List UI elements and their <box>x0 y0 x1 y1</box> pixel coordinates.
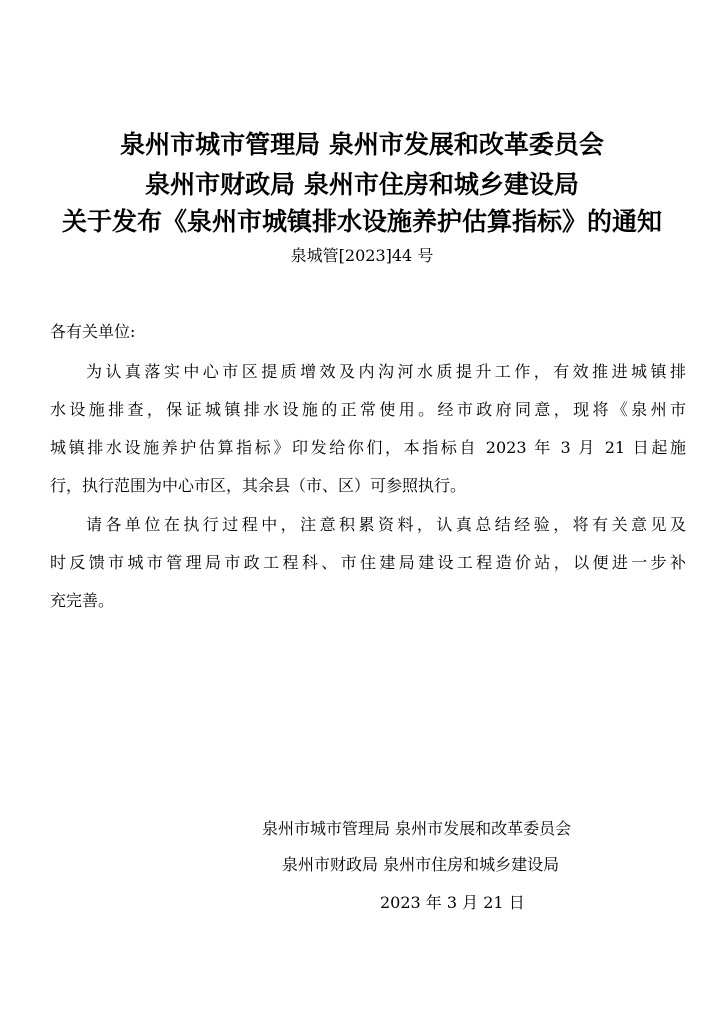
paragraph-2-line-2: 时反馈市城市管理局市政工程科、市住建局建设工程造价站，以便进一步补 <box>50 553 686 572</box>
document-number: 泉城管[2023]44 号 <box>290 246 434 265</box>
signature-line-1: 泉州市城市管理局 泉州市发展和改革委员会 <box>262 819 572 838</box>
paragraph-2-line-1: 请各单位在执行过程中，注意积累资料，认真总结经验，将有关意见及 <box>86 515 686 534</box>
paragraph-1-line-2: 水设施排查，保证城镇排水设施的正常使用。经市政府同意，现将《泉州市 <box>50 400 686 419</box>
salutation: 各有关单位: <box>50 322 136 341</box>
paragraph-1-line-3: 城镇排水设施养护估算指标》印发给你们，本指标自 2023 年 3 月 21 日起施 <box>50 438 686 457</box>
title-line-3: 关于发布《泉州市城镇排水设施养护估算指标》的通知 <box>61 207 662 236</box>
paragraph-2-line-3: 充完善。 <box>50 591 115 610</box>
title-line-2: 泉州市财政局 泉州市住房和城乡建设局 <box>145 170 579 199</box>
signature-date: 2023 年 3 月 21 日 <box>380 893 525 912</box>
signature-line-2: 泉州市财政局 泉州市住房和城乡建设局 <box>282 855 560 874</box>
paragraph-1-line-4: 行，执行范围为中心市区，其余县（市、区）可参照执行。 <box>50 476 467 495</box>
paragraph-1-line-1: 为认真落实中心市区提质增效及内沟河水质提升工作，有效推进城镇排 <box>86 362 686 381</box>
title-line-1: 泉州市城市管理局 泉州市发展和改革委员会 <box>120 130 604 159</box>
